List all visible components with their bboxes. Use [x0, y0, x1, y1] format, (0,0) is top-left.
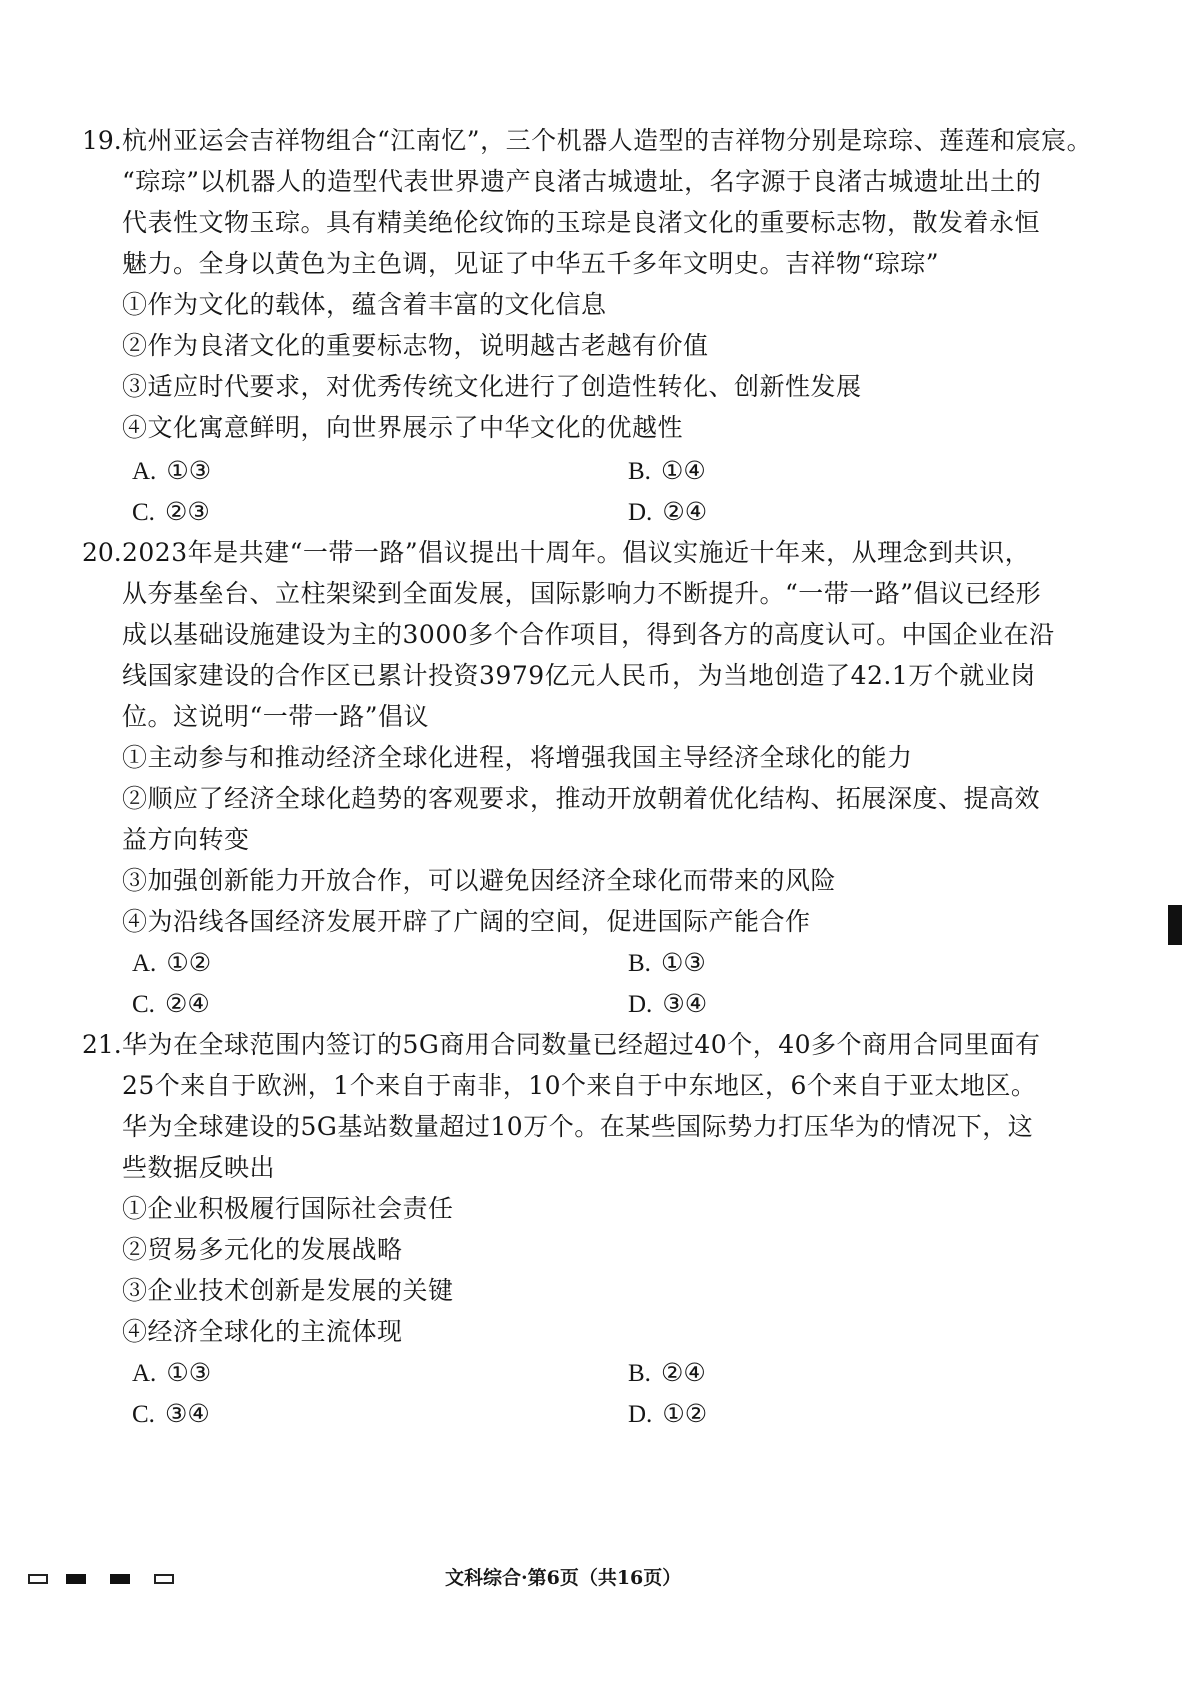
stem-line: 成以基础设施建设为主的3000多个合作项目，得到各方的高度认可。中国企业在沿: [122, 620, 1055, 649]
stem-line: 华为在全球范围内签订的5G商用合同数量已经超过40个，40多个商用合同里面有: [122, 1030, 1041, 1059]
option-a: A. ①②: [132, 948, 212, 977]
option-a: A. ①③: [132, 456, 212, 485]
statement: ③适应时代要求，对优秀传统文化进行了创造性转化、创新性发展: [122, 372, 862, 401]
question-number: 20.: [82, 538, 122, 567]
page-number-label: 文科综合·第6页（共16页）: [445, 1567, 682, 1589]
question-number: 21.: [82, 1030, 122, 1059]
option-c: C. ②④: [132, 989, 210, 1018]
option-b: B. ①③: [628, 948, 706, 977]
stem-line: “琮琮”以机器人的造型代表世界遗产良渚古城遗址，名字源于良渚古城遗址出土的: [122, 167, 1042, 196]
footer-mark-solid: [110, 1574, 130, 1584]
page-footer: [0, 1560, 1200, 1600]
option-c: C. ③④: [132, 1399, 210, 1428]
statement: ②贸易多元化的发展战略: [122, 1235, 403, 1264]
scan-marker: [1168, 905, 1182, 945]
option-d: D. ②④: [628, 497, 708, 526]
statement: ④为沿线各国经济发展开辟了广阔的空间，促进国际产能合作: [122, 907, 811, 936]
statement: ④文化寓意鲜明，向世界展示了中华文化的优越性: [122, 413, 684, 442]
stem-line: 华为全球建设的5G基站数量超过10万个。在某些国际势力打压华为的情况下，这: [122, 1112, 1034, 1141]
stem-line: 魅力。全身以黄色为主色调，见证了中华五千多年文明史。吉祥物“琮琮”: [122, 249, 940, 278]
option-d: D. ①②: [628, 1399, 708, 1428]
stem-line: 些数据反映出: [122, 1153, 276, 1182]
stem-line: 杭州亚运会吉祥物组合“江南忆”，三个机器人造型的吉祥物分别是琮琮、莲莲和宸宸。: [122, 126, 1093, 155]
option-b: B. ②④: [628, 1358, 706, 1387]
statement: 益方向转变: [122, 825, 250, 854]
option-c: C. ②③: [132, 497, 210, 526]
statement: ①企业积极履行国际社会责任: [122, 1194, 454, 1223]
statement: ①作为文化的载体，蕴含着丰富的文化信息: [122, 290, 607, 319]
stem-line: 代表性文物玉琮。具有精美绝伦纹饰的玉琮是良渚文化的重要标志物，散发着永恒: [122, 208, 1041, 237]
stem-line: 位。这说明“一带一路”倡议: [122, 702, 430, 731]
question-number: 19.: [82, 126, 122, 155]
stem-line: 25个来自于欧洲，1个来自于南非，10个来自于中东地区，6个来自于亚太地区。: [122, 1071, 1037, 1100]
statement: ②顺应了经济全球化趋势的客观要求，推动开放朝着优化结构、拓展深度、提高效: [122, 784, 1041, 813]
stem-line: 线国家建设的合作区已累计投资3979亿元人民币，为当地创造了42.1万个就业岗: [122, 661, 1036, 690]
footer-mark-hollow: [28, 1574, 48, 1584]
stem-line: 从夯基垒台、立柱架梁到全面发展，国际影响力不断提升。“一带一路”倡议已经形: [122, 579, 1042, 608]
option-a: A. ①③: [132, 1358, 212, 1387]
stem-line: 2023年是共建“一带一路”倡议提出十周年。倡议实施近十年来，从理念到共识，: [122, 538, 1031, 567]
statement: ②作为良渚文化的重要标志物，说明越古老越有价值: [122, 331, 709, 360]
option-b: B. ①④: [628, 456, 706, 485]
statement: ①主动参与和推动经济全球化进程，将增强我国主导经济全球化的能力: [122, 743, 913, 772]
statement: ④经济全球化的主流体现: [122, 1317, 403, 1346]
footer-mark-hollow: [154, 1574, 174, 1584]
statement: ③企业技术创新是发展的关键: [122, 1276, 454, 1305]
footer-mark-solid: [66, 1574, 86, 1584]
option-d: D. ③④: [628, 989, 708, 1018]
statement: ③加强创新能力开放合作，可以避免因经济全球化而带来的风险: [122, 866, 837, 895]
